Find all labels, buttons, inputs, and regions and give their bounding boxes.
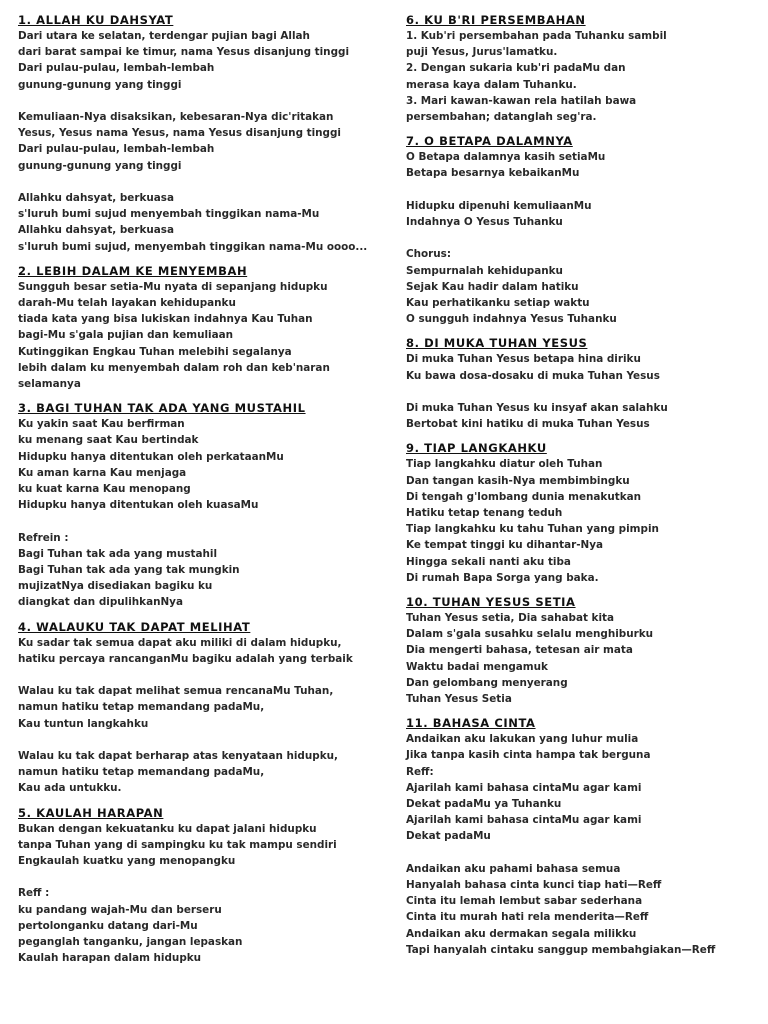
right-column [406,12,758,958]
stanza-gap [18,667,378,683]
left-column [18,12,378,966]
lyric-line: Dari pulau-pulau, lembah-lembah [18,143,215,156]
lyric-line: Allahku dahsyat, berkuasa [18,192,174,204]
lyric-line: Dari pulau-pulau, lembah-lembah [18,62,215,75]
lyric-line: Tiap langkahku diatur oleh Tuhan [406,458,603,471]
lyric-line: Ajarilah kami bahasa cintaMu agar kami [406,814,642,827]
lyric-line: 3. Mari kawan-kawan rela hatilah bawa [406,94,637,107]
lyric-line: puji Yesus, Jurus'lamatku. [406,46,558,59]
stanza-gap [406,182,758,198]
song-title: 10. TUHAN YESUS SETIA [406,595,576,610]
lyric-line: Hidupku dipenuhi kemuliaanMu [406,199,592,212]
lyric-line: ku kuat karna Kau menopang [18,483,191,496]
song-spacer [406,432,758,440]
lyric-line: dari barat sampai ke timur, nama Yesus disanjung tinggi [18,46,350,59]
lyric-line: O Betapa dalamnya kasih setiaMu [406,151,606,164]
lyric-line: Kau tuntun langkahku [18,717,149,730]
lyric-line: Sempurnalah kehidupanku [406,264,563,277]
lyric-line: Ku bawa dosa-dosaku di muka Tuhan Yesus [406,369,660,382]
song-spacer [406,586,758,594]
lyric-line: Dalam s'gala susahku selalu menghiburku [406,628,654,641]
song-spacer [18,392,378,400]
song-spacer [18,255,378,263]
stanza-gap [406,384,758,400]
stanza-gap [406,845,758,861]
lyric-line: Dan gelombang menyerang [406,676,568,689]
lyric-line: Ku yakin saat Kau berfirman [18,418,185,431]
lyric-line: hatiku percaya rancanganMu bagiku adalah yang terbaik [18,652,353,665]
song-title: 1. ALLAH KU DAHSYAT [18,13,174,27]
lyric-line: pertolonganku datang dari-Mu [18,919,198,932]
song-block [406,133,758,327]
lyric-line: Tiap langkahku ku tahu Tuhan yang pimpin [406,523,659,536]
song-spacer [406,707,758,715]
lyric-line: mujizatNya disediakan bagiku ku [18,580,213,593]
stanza-gap [18,732,378,748]
lyric-line: O sungguh indahnya Yesus Tuhanku [406,313,617,326]
song-block [18,400,378,610]
lyric-line: Ajarilah kami bahasa cintaMu agar kami [406,781,642,794]
lyric-line: Reff : [18,887,50,900]
lyric-line: Kau perhatikanku setiap waktu [406,297,590,310]
lyric-line: Waktu badai mengamuk [406,660,548,673]
song-title: 4. WALAUKU TAK DAPAT MELIHAT [18,619,251,634]
stanza-gap [18,869,378,885]
lyric-line: Di rumah Bapa Sorga yang baka. [406,571,599,584]
lyric-line: Di muka Tuhan Yesus betapa hina diriku [406,353,641,366]
lyric-line: Yesus, Yesus nama Yesus, nama Yesus disanjung tinggi [18,127,341,140]
lyric-line: selamanya [18,378,81,391]
lyric-line: Walau ku tak dapat berharap atas kenyataan hidupku, [18,750,338,763]
lyric-line: namun hatiku tetap memandang padaMu, [18,766,265,779]
lyric-line: lebih dalam ku menyembah dalam roh dan keb'naran [18,361,330,374]
lyric-line: Ku aman karna Kau menjaga [18,466,187,479]
lyric-line: Hanyalah bahasa cinta kunci tiap hati—Reff [406,879,662,892]
stanza-gap [18,93,378,109]
lyric-line: 2. Dengan sukaria kub'ri padaMu dan [406,62,626,75]
song-block [406,440,758,586]
lyric-line: Dan tangan kasih-Nya membimbingku [406,474,630,487]
lyric-line: Kau ada untukku. [18,782,122,795]
lyric-line: Ke tempat tinggi ku dihantar-Nya [406,539,604,552]
lyric-line: Di muka Tuhan Yesus ku insyaf akan salahku [406,402,668,415]
lyric-line: Bagi Tuhan tak ada yang tak mungkin [18,564,240,577]
lyric-line: namun hatiku tetap memandang padaMu, [18,701,265,714]
lyric-line: Tuhan Yesus setia, Dia sahabat kita [406,612,615,625]
song-title: 8. DI MUKA TUHAN YESUS [406,336,588,351]
lyric-line: Hingga sekali nanti aku tiba [406,555,571,568]
lyric-line: s'luruh bumi sujud, menyembah tinggikan nama-Mu oooo... [18,240,368,253]
lyric-line: Hidupku hanya ditentukan oleh perkataanMu [18,450,284,463]
stanza-gap [406,230,758,246]
lyric-line: Refrein : [18,531,69,544]
lyric-line: Hatiku tetap tenang teduh [406,507,563,520]
lyric-line: gunung-gunung yang tinggi [18,78,182,91]
song-block [406,715,758,958]
song-block [18,805,378,967]
lyric-line: peganglah tanganku, jangan lepaskan [18,936,243,949]
lyric-line: Betapa besarnya kebaikanMu [406,167,580,180]
song-block [18,12,378,255]
lyric-line: s'luruh bumi sujud menyembah tinggikan nama-Mu [18,208,320,221]
lyric-line: Andaikan aku dermakan segala milikku [406,927,637,940]
lyric-line: merasa kaya dalam Tuhanku. [406,78,577,91]
lyric-line: ku pandang wajah-Mu dan berseru [18,903,222,916]
song-title: 2. LEBIH DALAM KE MENYEMBAH [18,263,248,278]
lyric-line: Cinta itu murah hati rela menderita—Reff [406,911,649,924]
lyric-line: Tapi hanyalah cintaku sanggup membahgiakan—Reff [406,943,716,956]
lyric-line: Jika tanpa kasih cinta hampa tak berguna [406,749,651,762]
song-block [406,594,758,707]
lyric-line: tiada kata yang bisa lukiskan indahnya Kau Tuhan [18,313,313,326]
lyric-line: Andaikan aku lakukan yang luhur mulia [406,733,639,746]
lyric-line: gunung-gunung yang tinggi [18,159,182,172]
lyric-line: Ku sadar tak semua dapat aku miliki di dalam hidupku, [18,636,342,649]
lyric-line: Bagi Tuhan tak ada yang mustahil [18,547,218,560]
song-title: 5. KAULAH HARAPAN [18,805,164,820]
lyric-line: 1. Kub'ri persembahan pada Tuhanku sambil [406,30,667,42]
song-spacer [406,327,758,335]
lyric-line: Kemuliaan-Nya disaksikan, kebesaran-Nya dic'ritakan [18,111,334,123]
song-block [18,263,378,392]
lyric-line: darah-Mu telah layakan kehidupanku [18,297,236,310]
song-title: 11. BAHASA CINTA [406,716,536,731]
song-spacer [406,125,758,133]
lyric-line: Sungguh besar setia-Mu nyata di sepanjang hidupku [18,280,328,293]
lyric-line: Dia mengerti bahasa, tetesan air mata [406,644,633,657]
lyric-line: diangkat dan dipulihkanNya [18,596,183,609]
song-title: 3. BAGI TUHAN TAK ADA YANG MUSTAHIL [18,401,306,416]
lyric-line: Walau ku tak dapat melihat semua rencanaMu Tuhan, [18,685,334,698]
song-block [406,335,758,432]
lyric-line: Sejak Kau hadir dalam hatiku [406,280,579,293]
stanza-gap [18,513,378,529]
song-title: 6. KU B'RI PERSEMBAHAN [406,13,586,27]
lyric-line: Hidupku hanya ditentukan oleh kuasaMu [18,499,259,512]
song-title: 7. O BETAPA DALAMNYA [406,134,573,149]
lyric-line: persembahan; datanglah seg'ra. [406,111,597,124]
song-spacer [18,797,378,805]
lyric-line: Kutinggikan Engkau Tuhan melebihi segalanya [18,345,292,358]
lyric-line: Tuhan Yesus Setia [406,693,512,706]
lyric-line: Kaulah harapan dalam hidupku [18,952,202,965]
lyric-line: Dekat padaMu ya Tuhanku [406,798,562,811]
lyric-line: Andaikan aku pahami bahasa semua [406,862,621,875]
lyric-line: Chorus: [406,248,452,261]
lyric-line: Cinta itu lemah lembut sabar sederhana [406,895,643,908]
lyric-line: Allahku dahsyat, berkuasa [18,224,174,237]
lyric-line: ku menang saat Kau bertindak [18,434,199,447]
lyric-line: Bukan dengan kekuatanku ku dapat jalani hidupku [18,822,317,835]
song-block [406,12,758,125]
lyric-line: Indahnya O Yesus Tuhanku [406,216,563,229]
lyric-line: Dekat padaMu [406,830,491,843]
lyric-line: Di tengah g'lombang dunia menakutkan [406,490,642,503]
lyric-line: bagi-Mu s'gala pujian dan kemuliaan [18,329,234,342]
song-spacer [18,611,378,619]
lyric-line: tanpa Tuhan yang di sampingku ku tak mampu sendiri [18,838,337,851]
lyric-line: Engkaulah kuatku yang menopangku [18,855,236,868]
lyric-line: Bertobat kini hatiku di muka Tuhan Yesus [406,418,650,431]
stanza-gap [18,174,378,190]
lyric-line: Dari utara ke selatan, terdengar pujian bagi Allah [18,30,310,42]
song-block [18,619,378,797]
song-title: 9. TIAP LANGKAHKU [406,441,547,456]
lyric-line: Reff: [406,765,434,778]
